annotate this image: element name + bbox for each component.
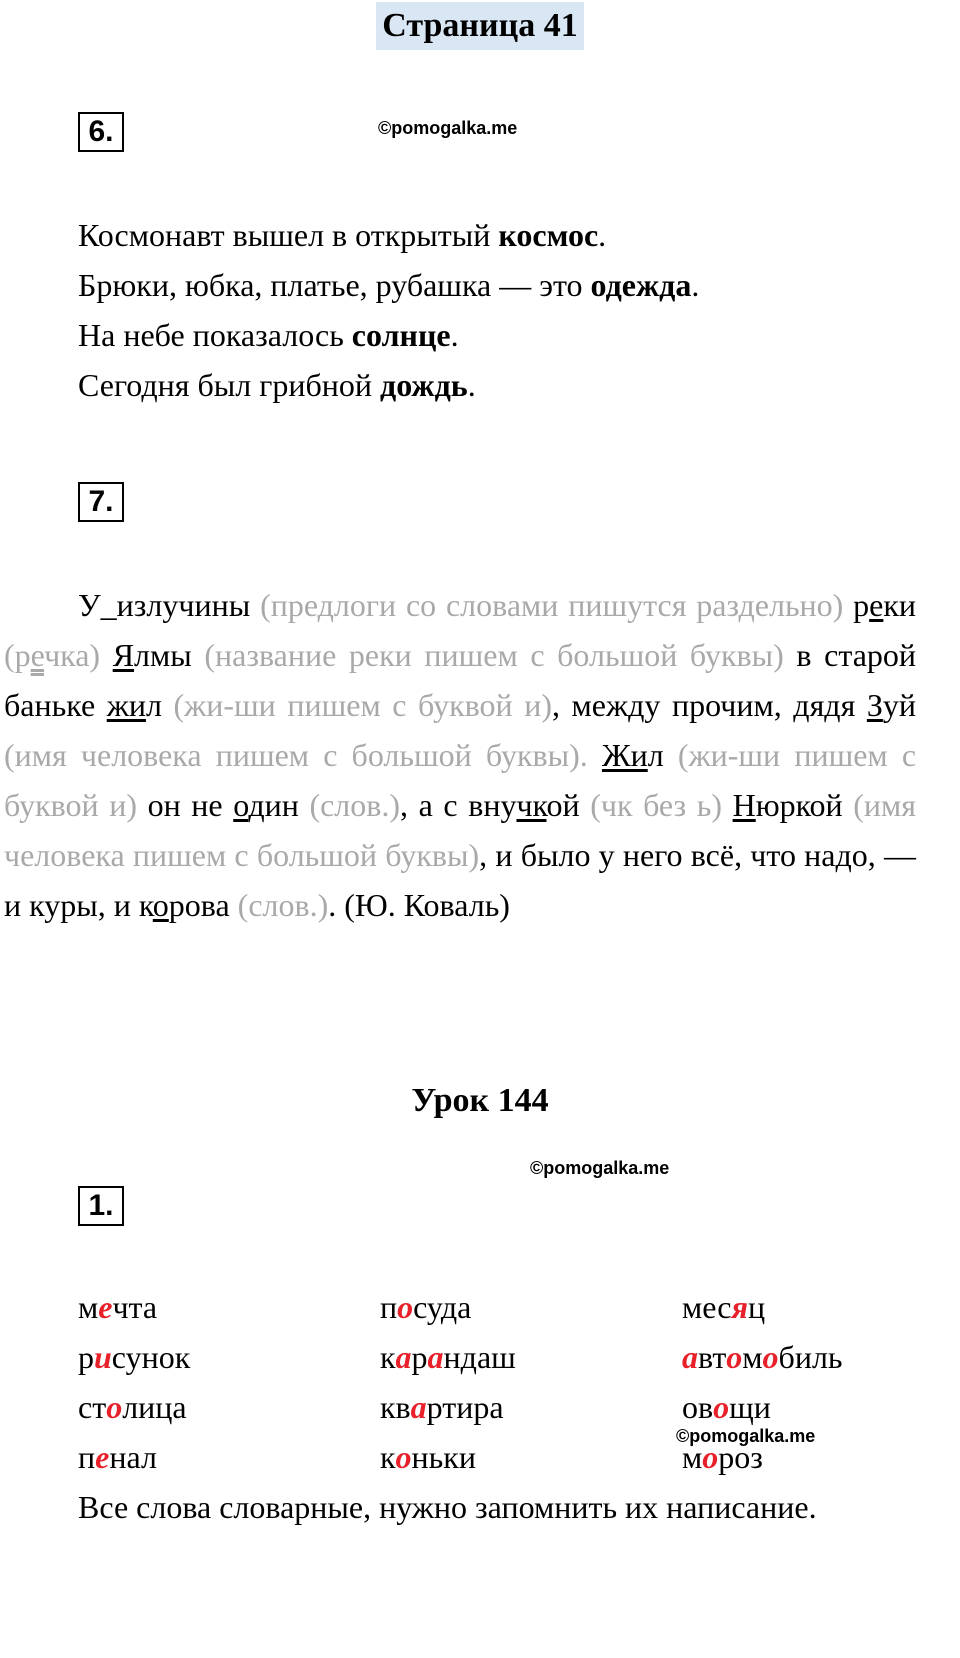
watermark: ©pomogalka.me — [378, 118, 518, 138]
list-item: квартира — [380, 1389, 504, 1425]
word-column-1 — [78, 1282, 190, 1482]
task-6-text — [78, 210, 699, 410]
list-item: овощи — [682, 1389, 771, 1425]
task-6-number: 6. — [78, 112, 124, 152]
list-item: посуда — [380, 1289, 472, 1325]
task-6-line: Брюки, юбка, платье, рубашка — это одежда. — [78, 267, 700, 303]
list-item: мороз — [682, 1439, 763, 1475]
word-column-2 — [380, 1282, 516, 1482]
watermark: ©pomogalka.me — [530, 1158, 670, 1178]
lesson-title: Урок 144 — [411, 1082, 549, 1119]
task-7-paragraph: У_излучины (предлоги со словами пишутся раздельно) реки (речка) Ялмы (название реки пишем с большой буквы) в старой баньке жил (жи-ши пишем с буквой и), между прочим, дядя Зуй (имя человека пишем с большой буквы). Жил (жи-ши пишем с буквой и) он не один (слов.), а с внучкой (чк без ь) Нюркой (имя человека пишем с большой буквы), и было у него всё, что надо, — и куры, и корова (слов.). (Ю. Коваль) — [4, 587, 917, 923]
list-item: месяц — [682, 1289, 766, 1325]
list-item: столица — [78, 1389, 187, 1425]
list-item: мечта — [78, 1289, 158, 1325]
task-1-conclusion: Все слова словарные, нужно запомнить их написание. — [78, 1489, 817, 1525]
list-item: пенал — [78, 1439, 157, 1475]
page-title-wrap — [0, 2, 960, 50]
task-6-line: Космонавт вышел в открытый космос. — [78, 217, 607, 253]
list-item: рисунок — [78, 1339, 191, 1375]
word-column-3 — [682, 1282, 843, 1482]
page-title: Страница 41 — [376, 2, 583, 50]
task-6-line: На небе показалось солнце. — [78, 317, 459, 353]
task-6-line: Сегодня был грибной дождь. — [78, 367, 476, 403]
list-item: автомобиль — [682, 1339, 843, 1375]
task-7-number: 7. — [78, 482, 124, 522]
watermark: ©pomogalka.me — [676, 1426, 816, 1446]
task-1-number: 1. — [78, 1186, 124, 1226]
list-item: карандаш — [380, 1339, 516, 1375]
list-item: коньки — [380, 1439, 476, 1475]
